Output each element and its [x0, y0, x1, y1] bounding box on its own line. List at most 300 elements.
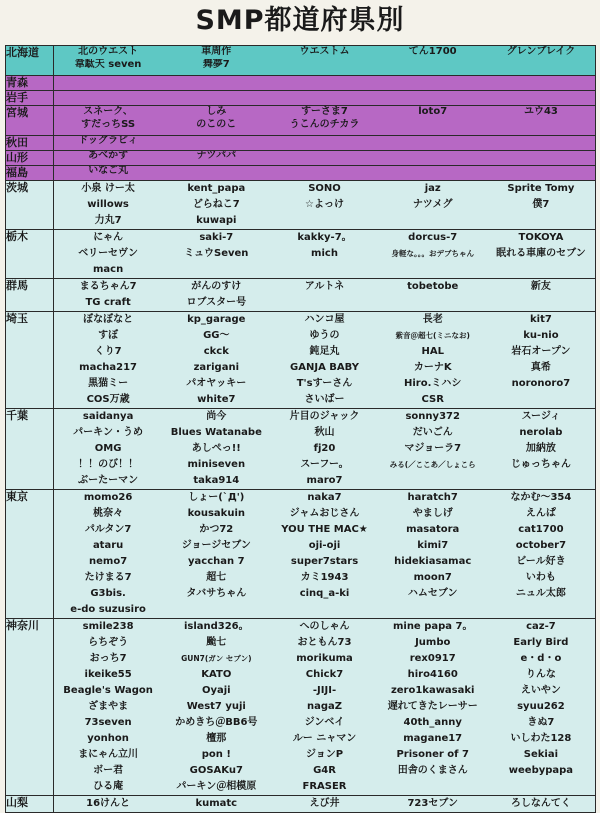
member-name: ナツパパ [196, 151, 237, 161]
member-name [487, 213, 595, 229]
member-name: 片目のジャック [289, 411, 360, 422]
member-name: hiro4160 [407, 669, 458, 680]
prefecture-row [6, 76, 596, 91]
member-row [54, 151, 595, 161]
member-row [54, 747, 595, 763]
member-row [54, 731, 595, 747]
member-name: kimi7 [417, 540, 449, 551]
member-name: ゆうの [309, 330, 340, 341]
member-name: FRASER [302, 781, 347, 792]
member-name: 73seven [84, 717, 132, 728]
member-name [487, 91, 595, 101]
member-name: 長老 [422, 314, 443, 325]
member-name: taka914 [193, 475, 240, 486]
member-row [54, 409, 595, 425]
member-name [487, 166, 595, 176]
member-name: ひる庵 [93, 781, 124, 792]
member-row [54, 166, 595, 176]
member-name [379, 166, 487, 176]
member-names [54, 796, 596, 813]
prefecture-name: 千葉 [6, 409, 54, 490]
member-name [162, 76, 270, 86]
member-name [379, 779, 487, 795]
member-row [54, 538, 595, 554]
member-name: G4R [313, 765, 336, 776]
member-row [54, 106, 595, 119]
member-name: Oyaji [201, 685, 231, 696]
member-name: えいやン [520, 685, 561, 696]
member-name: しみ [206, 106, 227, 117]
member-row [54, 76, 595, 86]
member-name: かめきち＠BB6号 [175, 717, 258, 728]
member-name: にゃん [93, 232, 123, 243]
member-name: ハンコ屋 [304, 314, 345, 325]
member-name: スージィ [521, 411, 561, 422]
member-row [54, 715, 595, 731]
member-name: T'sすーさん [296, 378, 353, 389]
member-row [54, 779, 595, 795]
member-name: -JIJI- [312, 685, 337, 696]
member-name: どらねこ7 [192, 199, 240, 210]
member-row [54, 246, 595, 262]
member-name: kakky-7。 [297, 232, 352, 243]
member-name: スーフー。 [300, 459, 349, 470]
prefecture-row [6, 91, 596, 106]
member-row [54, 667, 595, 683]
member-row [54, 376, 595, 392]
member-name: 北のウエスト [78, 46, 139, 57]
member-name: cinq_a-ki [299, 588, 350, 599]
member-row [54, 344, 595, 360]
member-name: 檀那 [206, 733, 227, 744]
member-name: くり7 [94, 346, 122, 357]
member-name: 723セブン [407, 798, 458, 809]
member-name [487, 392, 595, 408]
member-name: pon ! [201, 749, 231, 760]
member-name: saidanya [82, 411, 134, 422]
member-name: super7stars [290, 556, 359, 567]
member-name [487, 151, 595, 161]
member-row [54, 506, 595, 522]
member-name: morikuma [296, 653, 353, 664]
member-name: なかむ～354 [510, 492, 572, 503]
member-name: ウエストム [299, 46, 350, 57]
member-name: 小泉 けー太 [81, 183, 135, 194]
member-name: すだっちSS [81, 118, 136, 130]
member-name: ルー ニャマン [292, 733, 357, 744]
member-row [54, 91, 595, 101]
prefecture-name: 茨城 [6, 181, 54, 230]
prefecture-name: 山梨 [6, 796, 54, 813]
member-row [54, 295, 595, 311]
member-name: 40th_anny [403, 717, 462, 728]
member-name: アルトネ [304, 281, 345, 292]
member-row [54, 46, 595, 59]
member-name: magane17 [403, 733, 463, 744]
member-row [54, 441, 595, 457]
member-name: 尚今 [206, 411, 227, 422]
member-name: がんのすけ [191, 281, 242, 292]
member-name: island326。 [183, 621, 249, 632]
member-name: CSR [421, 394, 444, 405]
prefecture-row [6, 230, 596, 279]
member-name: dorcus-7 [408, 232, 458, 243]
member-name: ジョージセブン [181, 540, 251, 551]
member-names [54, 409, 596, 490]
member-row [54, 360, 595, 376]
member-name: YOU THE MAC★ [281, 524, 368, 535]
member-name: macn [92, 264, 124, 275]
member-row [54, 262, 595, 278]
member-row [54, 312, 595, 328]
member-name: まにゃん立川 [78, 749, 138, 760]
member-name: jaz [424, 183, 441, 194]
member-name: まるちゃん7 [79, 281, 137, 292]
prefecture-name: 宮城 [6, 106, 54, 136]
member-name: ジャムおじさん [289, 508, 360, 519]
member-name: 眠れる車庫のセブン [496, 248, 586, 259]
member-name: Beagle's Wagon [63, 685, 153, 696]
member-name: ！！のび！！ [78, 459, 139, 470]
member-name: rex0917 [409, 653, 456, 664]
member-name: いなご丸 [88, 166, 129, 176]
member-name: OMG [94, 443, 122, 454]
member-name [270, 166, 378, 176]
member-name: てん1700 [408, 46, 457, 57]
member-name [270, 136, 378, 146]
member-name: 田舎のくまさん [397, 765, 468, 776]
member-name: kousakuin [187, 508, 245, 519]
member-name: loto7 [418, 106, 448, 117]
member-names [54, 490, 596, 619]
member-name [487, 76, 595, 86]
member-name: ビール好き [516, 556, 566, 567]
member-name: あしぺっ!! [191, 443, 241, 454]
prefecture-row [6, 136, 596, 151]
member-name: タバサちゃん [186, 588, 247, 599]
member-name: りんな [525, 669, 556, 680]
member-names [54, 91, 596, 106]
member-name: 力丸7 [94, 215, 122, 226]
member-name [162, 166, 270, 176]
member-row [54, 522, 595, 538]
member-name: mine papa 7。 [392, 621, 473, 632]
member-name [270, 262, 378, 278]
member-name: kuwapi [196, 215, 237, 226]
member-name [162, 262, 270, 278]
member-name [162, 91, 270, 101]
member-name: West7 yuji [186, 701, 246, 712]
member-row [54, 763, 595, 779]
member-name: haratch7 [407, 492, 458, 503]
member-names [54, 46, 596, 76]
member-name: ku-nio [523, 330, 559, 341]
member-name: えんぱ [525, 508, 556, 519]
member-name: 舞夢7 [202, 58, 230, 70]
member-row [54, 699, 595, 715]
member-name: ニュル太郎 [515, 588, 566, 599]
member-name: 身軽な。。。おデブちゃん [391, 249, 474, 258]
member-name: ざまやま [88, 701, 129, 712]
member-name: いわも [525, 572, 556, 583]
member-row [54, 197, 595, 213]
member-row [54, 683, 595, 699]
member-name: white7 [197, 394, 236, 405]
member-name [487, 262, 595, 278]
member-name: 黒猫ミー [88, 378, 129, 389]
member-name: masatora [406, 524, 460, 535]
member-name: 加納放 [525, 443, 556, 454]
member-name [54, 91, 162, 101]
member-row [54, 796, 595, 812]
member-name: sonny372 [405, 411, 460, 422]
member-name: ジョンP [305, 749, 344, 760]
member-name: ユウ43 [523, 106, 558, 117]
member-name: Hiro.ミハシ [404, 378, 462, 389]
member-name: ナツメグ [412, 199, 453, 210]
member-names [54, 230, 596, 279]
member-name [270, 59, 378, 72]
prefecture-row [6, 279, 596, 312]
member-name: 紫音＠超七(ミニなお) [395, 331, 470, 340]
member-name [379, 76, 487, 86]
member-row [54, 230, 595, 246]
prefecture-name: 山形 [6, 151, 54, 166]
member-name: Blues Watanabe [170, 427, 262, 438]
prefecture-name: 青森 [6, 76, 54, 91]
member-name: へのしゃん [299, 621, 350, 632]
member-name: kit7 [530, 314, 552, 325]
member-name: 鈍足丸 [309, 346, 340, 357]
member-name: nagaZ [306, 701, 343, 712]
member-row [54, 119, 595, 132]
member-name: すーさま7 [301, 106, 348, 117]
member-name: パーキン・うめ [73, 427, 144, 438]
member-name: 僕7 [532, 199, 550, 210]
member-name: グレンブレイク [506, 46, 576, 57]
member-name [487, 779, 595, 795]
member-names [54, 136, 596, 151]
member-name: cat1700 [518, 524, 564, 535]
member-name [487, 59, 595, 72]
member-name [487, 473, 595, 489]
member-name: TG craft [85, 297, 131, 308]
member-name: パオヤッキー [186, 378, 247, 389]
roster-body [6, 46, 596, 813]
member-name: macha217 [79, 362, 138, 373]
member-name: kp_garage [187, 314, 246, 325]
member-name [379, 136, 487, 146]
member-name [379, 91, 487, 101]
member-name [379, 295, 487, 311]
member-names [54, 181, 596, 230]
prefecture-name: 岩手 [6, 91, 54, 106]
member-name: smile238 [82, 621, 134, 632]
member-row [54, 181, 595, 197]
member-name: 車周作 [201, 46, 232, 57]
member-name: 韋駄天 seven [74, 58, 142, 70]
member-name [379, 119, 487, 132]
member-name: G3bis. [90, 588, 126, 599]
member-name: ataru [92, 540, 124, 551]
prefecture-row [6, 796, 596, 813]
member-name [379, 262, 487, 278]
prefecture-name: 北海道 [6, 46, 54, 76]
prefecture-name: 群馬 [6, 279, 54, 312]
member-row [54, 457, 595, 473]
member-name: ぶーたーマン [78, 475, 139, 486]
member-name: ミュウSeven [184, 248, 249, 259]
prefecture-name: 栃木 [6, 230, 54, 279]
member-name: ろしなんてく [510, 798, 571, 809]
member-name: noronoro7 [511, 378, 571, 389]
member-row [54, 425, 595, 441]
member-name [162, 602, 270, 618]
member-name: 桃奈々 [93, 508, 124, 519]
member-name: Chick7 [305, 669, 344, 680]
member-name: しょー(`Д') [188, 492, 245, 503]
member-name: zero1kawasaki [390, 685, 475, 696]
member-names [54, 76, 596, 91]
member-name: ボー君 [93, 765, 124, 776]
prefecture-row [6, 166, 596, 181]
member-names [54, 279, 596, 312]
prefecture-row [6, 151, 596, 166]
member-row [54, 619, 595, 635]
member-row [54, 586, 595, 602]
member-name: パーキン＠相模原 [176, 781, 257, 792]
member-name: caz-7 [526, 621, 556, 632]
member-names [54, 619, 596, 796]
member-row [54, 490, 595, 506]
member-name: GUN7(ガン セブン) [181, 654, 252, 663]
member-name: 秋山 [314, 427, 335, 438]
member-name: らちぞう [88, 637, 129, 648]
member-name [487, 295, 595, 311]
member-name: zarigani [193, 362, 239, 373]
member-name: ☆よっけ [305, 199, 344, 210]
member-name: のこのこ [196, 118, 237, 130]
member-row [54, 213, 595, 229]
member-name: nerolab [519, 427, 563, 438]
member-name [487, 602, 595, 618]
member-row [54, 635, 595, 651]
prefecture-row [6, 46, 596, 76]
member-names [54, 166, 596, 181]
member-name: GG～ [203, 330, 230, 341]
member-name: うこんのチカラ [289, 118, 360, 130]
prefecture-row [6, 312, 596, 409]
member-name: fj20 [313, 443, 336, 454]
member-name: momo26 [83, 492, 133, 503]
member-name: ikeike55 [84, 669, 132, 680]
member-names [54, 312, 596, 409]
member-name: 遅れてきたレーサー [387, 701, 478, 712]
member-name: e・d・o [520, 653, 562, 664]
member-name: ハムセブン [407, 588, 458, 599]
member-name [270, 76, 378, 86]
member-name: 颱七 [206, 637, 227, 648]
member-name: nemo7 [89, 556, 128, 567]
member-name: KATO [201, 669, 232, 680]
member-row [54, 651, 595, 667]
member-row [54, 554, 595, 570]
member-row [54, 136, 595, 146]
member-name: おともん73 [297, 637, 352, 648]
member-name: yacchan 7 [188, 556, 245, 567]
member-name [487, 119, 595, 132]
member-name: SONO [308, 183, 341, 194]
member-name: Sprite Tomy [507, 183, 575, 194]
member-name: ベリーセヴン [78, 248, 138, 259]
prefecture-row [6, 490, 596, 619]
member-name: TOKOYA [518, 232, 564, 243]
prefecture-name: 東京 [6, 490, 54, 619]
member-name [54, 76, 162, 86]
member-name: ドッグラビィ [78, 136, 138, 146]
member-name: HAL [421, 346, 444, 357]
member-row [54, 59, 595, 72]
member-name: さいばー [304, 394, 345, 405]
member-name: 新友 [530, 281, 551, 292]
member-name [379, 602, 487, 618]
member-name: みる(／ここあ／しょこら [389, 460, 476, 469]
member-name: Jumbo [415, 637, 451, 648]
member-row [54, 602, 595, 618]
member-name: 超七 [206, 572, 227, 583]
member-name [379, 59, 487, 72]
member-name [379, 151, 487, 161]
member-name: 岩石オープン [511, 346, 571, 357]
member-name [487, 136, 595, 146]
member-name: えび井 [309, 798, 340, 809]
member-name: すぼ [98, 330, 119, 341]
member-name: Early Bird [513, 637, 569, 648]
prefecture-roster-table [5, 45, 596, 813]
prefecture-name: 神奈川 [6, 619, 54, 796]
member-name: moon7 [413, 572, 452, 583]
member-name: ロブスター号 [186, 297, 247, 308]
member-name: yonhon [87, 733, 129, 744]
member-name: あべかず [88, 151, 129, 161]
member-name: じゅっちゃん [510, 459, 571, 470]
prefecture-row [6, 181, 596, 230]
member-name: oji-oji [308, 540, 341, 551]
member-name: ぼなぼなと [83, 314, 134, 325]
member-name: e-do suzusiro [70, 604, 146, 615]
member-name: たけまる7 [84, 572, 132, 583]
member-row [54, 570, 595, 586]
member-name: miniseven [187, 459, 246, 470]
member-name: GOSAKu7 [189, 765, 243, 776]
member-name: スネーク、 [83, 106, 133, 117]
member-name: tobetobe [407, 281, 459, 292]
member-name: COS万歳 [86, 394, 130, 405]
member-name: Prisoner of 7 [396, 749, 469, 760]
member-name: かつ72 [199, 524, 234, 535]
member-row [54, 392, 595, 408]
member-name [270, 295, 378, 311]
prefecture-row [6, 409, 596, 490]
member-name: ジンベイ [304, 717, 345, 728]
member-name: saki-7 [199, 232, 234, 243]
prefecture-row [6, 619, 596, 796]
member-name: おっち7 [89, 653, 127, 664]
member-name: マジョーラ7 [404, 443, 462, 454]
member-name [162, 136, 270, 146]
member-name: カミ1943 [300, 572, 349, 583]
member-name [379, 473, 487, 489]
